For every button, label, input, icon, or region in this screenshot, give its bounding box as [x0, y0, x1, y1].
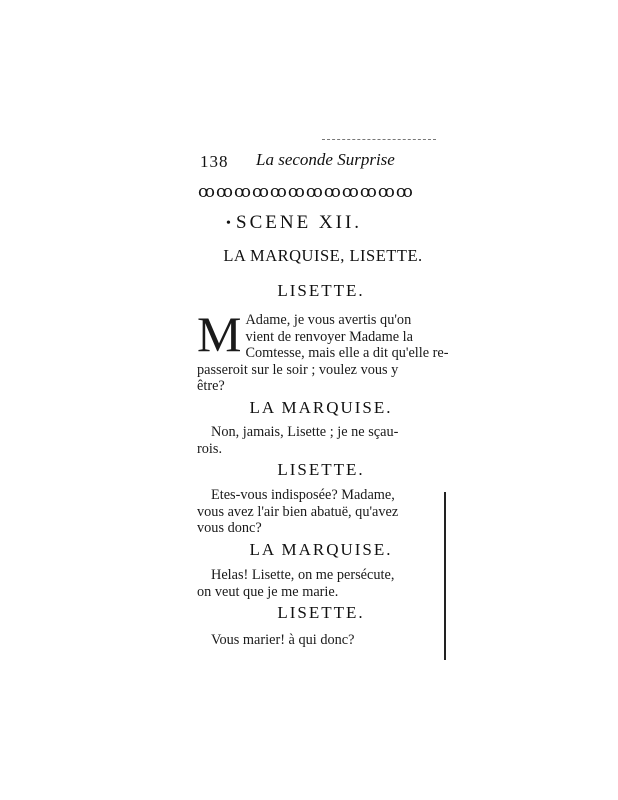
speech-text [197, 487, 447, 537]
scene-heading [226, 212, 363, 234]
text-line: Adame, je vous avertis qu'on [245, 312, 412, 328]
running-header [198, 150, 448, 172]
speech-text [197, 632, 447, 649]
text-line: vous avez l'air bien abatuë, qu'avez [197, 503, 399, 520]
top-rule [322, 139, 436, 140]
speaker-label: LISETTE. [277, 603, 365, 622]
page-number: 138 [200, 152, 229, 171]
text-line: vient de renvoyer Madame la [245, 328, 413, 345]
text-line: passeroit sur le soir ; voulez vous y [197, 361, 399, 378]
drop-cap: M [197, 306, 242, 362]
text-line: Comtesse, mais elle a dit qu'elle re- [245, 345, 449, 361]
ornamental-band: ꝏꝏꝏꝏꝏꝏꝏꝏꝏꝏꝏꝏ [198, 182, 414, 201]
text-line: vous donc? [197, 520, 262, 536]
speech-text [197, 567, 447, 600]
text-line: Vous marier! à qui donc? [211, 632, 355, 648]
text-line: être? [197, 378, 225, 394]
speaker-label: LA MARQUISE. [249, 398, 393, 417]
speaker-label: LISETTE. [277, 460, 365, 479]
text-line: Non, jamais, Lisette ; je ne sçau- [211, 424, 399, 440]
running-title: La seconde Surprise [256, 150, 395, 169]
character-list: LA MARQUISE, LISETTE. [223, 246, 423, 265]
speaker-label: LISETTE. [277, 281, 365, 300]
speech-text [197, 306, 449, 395]
text-line: rois. [197, 440, 223, 457]
text-line: Helas! Lisette, on me persécute, [211, 567, 395, 583]
text-line: on veut que je me marie. [197, 583, 339, 600]
text-line: Etes-vous indisposée? Madame, [211, 487, 395, 503]
margin-rule [444, 492, 446, 660]
speaker-label: LA MARQUISE. [249, 540, 393, 559]
speech-text [197, 424, 447, 457]
scene-title: SCENE XII. [236, 212, 363, 233]
scene-marker: • [226, 216, 234, 231]
